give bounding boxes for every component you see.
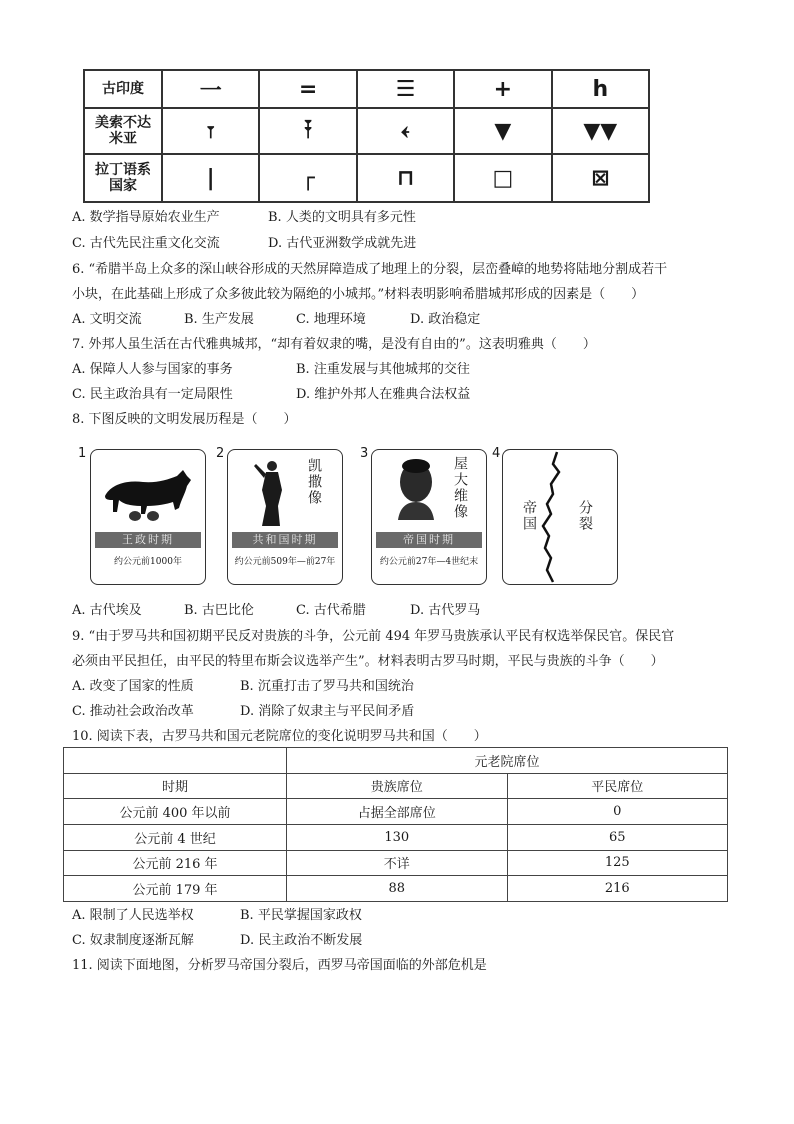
numeral-glyph: ┌ — [301, 165, 315, 191]
split-label: 分裂 — [577, 500, 593, 532]
period-band: 帝国时期 — [376, 532, 482, 548]
q5-option-d[interactable]: D. 古代亚洲数学成就先进 — [268, 236, 417, 251]
column-header: 贵族席位 — [287, 773, 508, 799]
q8-option-c[interactable]: C. 古代希腊 — [296, 603, 366, 618]
row-label-line2: 米亚 — [109, 131, 137, 147]
card-split — [502, 449, 618, 585]
q8-stem: 8. 下图反映的文明发展历程是（ ） — [72, 412, 297, 427]
row-label-line1: 美索不达 — [95, 115, 151, 131]
numeral-glyph: h — [592, 76, 609, 102]
numeral-glyph: □ — [492, 165, 514, 191]
she-wolf-icon — [91, 450, 205, 532]
q6-option-c[interactable]: C. 地理环境 — [296, 312, 366, 327]
q9-option-b[interactable]: B. 沉重打击了罗马共和国统治 — [240, 679, 414, 694]
numeral-glyph: ☰ — [395, 76, 416, 102]
q5-option-b[interactable]: B. 人类的文明具有多元性 — [268, 210, 416, 225]
q8-option-d[interactable]: D. 古代罗马 — [410, 603, 481, 618]
q7-option-c[interactable]: C. 民主政治具有一定局限性 — [72, 387, 233, 402]
row-label: 古印度 — [84, 70, 162, 108]
numeral-glyph: ⊠ — [591, 165, 610, 191]
card-number: 2 — [216, 446, 225, 461]
q8-option-b[interactable]: B. 古巴比伦 — [184, 603, 254, 618]
numeral-table — [83, 69, 650, 203]
period-caption: 约公元前509年—前27年 — [234, 557, 336, 567]
numeral-glyph: | — [206, 165, 215, 191]
table-row — [64, 850, 728, 876]
q10-option-c[interactable]: C. 奴隶制度逐渐瓦解 — [72, 933, 194, 948]
column-header: 平民席位 — [507, 773, 728, 799]
q9-stem-line2: 必须由平民担任，由平民的特里布斯会议选举产生”。材料表明古罗马时期，平民与贵族的斗争（ ） — [72, 654, 664, 669]
caesar-statue-icon — [238, 450, 308, 532]
q8-option-a[interactable]: A. 古代埃及 — [72, 603, 142, 618]
table-cell: 公元前 4 世纪 — [64, 824, 287, 850]
numeral-glyph: ⊓ — [396, 165, 415, 191]
card-caesar — [227, 449, 343, 585]
table-cell: 125 — [507, 850, 728, 876]
numeral-glyph: 𐏑 — [206, 118, 215, 144]
numeral-glyph: 𐏒 — [304, 118, 312, 144]
card-number: 4 — [492, 446, 501, 461]
numeral-row-india — [84, 70, 649, 108]
q10-stem: 10. 阅读下表，古罗马共和国元老院席位的变化说明罗马共和国（ ） — [72, 729, 487, 744]
table-cell: 130 — [287, 824, 508, 850]
period-caption: 约公元前1000年 — [114, 557, 182, 567]
q9-stem-line1: 9. “由于罗马共和国初期平民反对贵族的斗争，公元前 494 年罗马贵族承认平民有权选举保民官。保民官 — [72, 629, 675, 644]
table-row — [64, 824, 728, 850]
row-label — [84, 154, 162, 202]
empire-label: 帝国 — [521, 500, 537, 532]
q6-option-d[interactable]: D. 政治稳定 — [410, 312, 481, 327]
numeral-glyph: ▼▼ — [583, 118, 618, 144]
q7-option-b[interactable]: B. 注重发展与其他城邦的交往 — [296, 362, 470, 377]
q10-option-a[interactable]: A. 限制了人民选举权 — [72, 908, 194, 923]
numeral-glyph: = — [298, 76, 318, 102]
table-row — [64, 876, 728, 902]
card-number: 3 — [360, 446, 369, 461]
row-label-line1: 拉丁语系 — [95, 162, 151, 178]
q11-stem: 11. 阅读下面地图，分析罗马帝国分裂后，西罗马帝国面临的外部危机是 — [72, 958, 487, 973]
table-row — [64, 773, 728, 799]
q10-option-d[interactable]: D. 民主政治不断发展 — [240, 933, 363, 948]
q6-stem-line2: 小块，在此基础上形成了众多彼此较为隔绝的小城邦。”材料表明影响希腊城邦形成的因素是（ ） — [72, 287, 645, 302]
table-cell: 88 — [287, 876, 508, 902]
numeral-glyph: + — [493, 76, 513, 102]
numeral-row-latin — [84, 154, 649, 202]
q9-option-d[interactable]: D. 消除了奴隶主与平民间矛盾 — [240, 704, 415, 719]
q7-option-d[interactable]: D. 维护外邦人在雅典合法权益 — [296, 387, 471, 402]
row-label-line2: 国家 — [109, 178, 137, 194]
table-cell: 0 — [507, 799, 728, 825]
q7-option-a[interactable]: A. 保障人人参与国家的事务 — [72, 362, 233, 377]
octavian-label: 屋大维像 — [452, 456, 468, 520]
q6-stem-line1: 6. “希腊半岛上众多的深山峡谷形成的天然屏障造成了地理上的分裂，层峦叠嶂的地势将陆地分割成若干 — [72, 262, 668, 277]
numeral-glyph: 𐏓 — [401, 118, 410, 144]
table-cell: 216 — [507, 876, 728, 902]
card-octavian — [371, 449, 487, 585]
column-header: 时期 — [64, 773, 287, 799]
numeral-glyph: 一 — [199, 78, 222, 104]
period-caption: 约公元前27年—4世纪末 — [379, 557, 479, 567]
numeral-row-mesopotamia — [84, 108, 649, 154]
q5-option-c[interactable]: C. 古代先民注重文化交流 — [72, 236, 220, 251]
table-cell: 公元前 179 年 — [64, 876, 287, 902]
table-cell: 65 — [507, 824, 728, 850]
q9-option-a[interactable]: A. 改变了国家的性质 — [72, 679, 194, 694]
period-band: 王政时期 — [95, 532, 201, 548]
q7-stem: 7. 外邦人虽生活在古代雅典城邦，“却有着奴隶的嘴，是没有自由的”。这表明雅典（ ） — [72, 337, 596, 352]
period-band: 共和国时期 — [232, 532, 338, 548]
group-header: 元老院席位 — [287, 748, 728, 774]
row-label — [84, 108, 162, 154]
table-row — [64, 799, 728, 825]
table-cell: 占据全部席位 — [287, 799, 508, 825]
table-cell: 公元前 216 年 — [64, 850, 287, 876]
card-wolf — [90, 449, 206, 585]
table-cell: 不详 — [287, 850, 508, 876]
q5-option-a[interactable]: A. 数学指导原始农业生产 — [72, 210, 220, 225]
numeral-glyph: ▼ — [494, 118, 512, 144]
card-number: 1 — [78, 446, 87, 461]
caesar-label: 凯撒像 — [306, 458, 322, 506]
q10-option-b[interactable]: B. 平民掌握国家政权 — [240, 908, 362, 923]
table-row — [64, 748, 728, 774]
q6-option-b[interactable]: B. 生产发展 — [184, 312, 254, 327]
senate-seats-table — [63, 747, 728, 902]
table-cell: 公元前 400 年以前 — [64, 799, 287, 825]
octavian-bust-icon — [384, 450, 454, 532]
q6-option-a[interactable]: A. 文明交流 — [72, 312, 142, 327]
q9-option-c[interactable]: C. 推动社会政治改革 — [72, 704, 194, 719]
